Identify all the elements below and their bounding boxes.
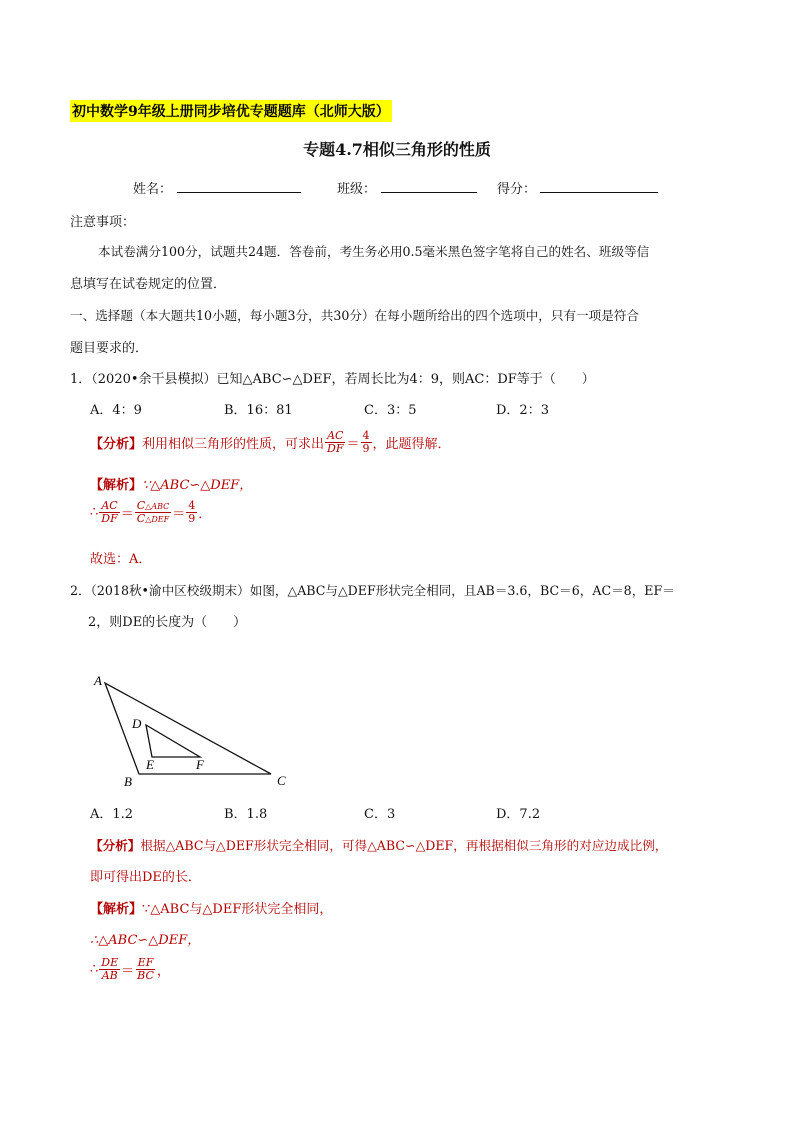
q1-analysis-equals: ＝ — [346, 437, 360, 453]
q2-analysis-text: 根据△ABC与△DEF形状完全相同，可得△ABC∽△DEF，再根据相似三角形的对应边成比例， — [140, 838, 668, 853]
q2-solution-tag: 【解析】 — [90, 902, 143, 917]
vertex-label-c: C — [277, 773, 286, 788]
q1-solution-fraction-1 — [99, 500, 119, 525]
q1-solution-line-2 — [90, 500, 211, 525]
q2-solution-fraction-2 — [135, 957, 156, 982]
q2-stem-line-1: 2．（2018秋•渝中区校级期末）如图，△ABC与△DEF形状完全相同，且AB＝3.6，BC＝6，AC＝8，EF＝ — [70, 583, 675, 598]
q2-solution-line-1 — [90, 898, 332, 917]
fraction-denominator: DF — [101, 512, 118, 526]
fraction-numerator: AC — [101, 499, 118, 512]
score-field[interactable] — [540, 178, 658, 193]
q1-analysis-tag: 【分析】 — [90, 437, 143, 453]
fraction-denominator: DF — [327, 442, 344, 456]
period: ． — [198, 507, 212, 523]
q2-option-b: B．1.8 — [224, 807, 268, 822]
vertex-label-a: A — [94, 673, 102, 688]
q2-analysis-line-2: 即可得出DE的长． — [90, 870, 201, 885]
notice-heading: 注意事项： — [70, 215, 136, 230]
fraction-denominator: 9 — [362, 442, 370, 456]
triangle-def — [146, 725, 200, 757]
fraction-denominator: 9 — [188, 512, 196, 526]
fraction-denominator: AB — [101, 969, 118, 983]
triangle-abc — [105, 683, 271, 774]
perimeter-subscript: △ABC — [145, 502, 170, 511]
score-label: 得分： — [497, 182, 537, 197]
q1-option-d: D．2：3 — [496, 403, 549, 418]
therefore-symbol: ∴ — [90, 505, 99, 521]
q1-analysis-fraction-2 — [361, 430, 372, 455]
name-field[interactable] — [177, 178, 301, 193]
q1-solution-text: ∵△ABC∽△DEF， — [142, 478, 253, 493]
name-label: 姓名： — [133, 182, 173, 197]
therefore-symbol: ∴ — [90, 962, 99, 978]
class-field[interactable] — [381, 178, 477, 193]
q2-solution-text: ∵△ABC与△DEF形状完全相同， — [142, 902, 333, 917]
q2-triangle-figure — [88, 668, 298, 792]
q2-stem-line-2: 2，则DE的长度为（ ） — [88, 615, 247, 630]
q2-solution-line-2: ∴△ABC∽△DEF， — [90, 933, 201, 948]
equals-sign: ＝ — [172, 507, 186, 523]
q1-analysis — [90, 430, 451, 455]
fraction-numerator: AC — [327, 429, 344, 442]
fraction-numerator: EF — [137, 956, 154, 969]
fraction-denominator: BC — [137, 969, 154, 983]
perimeter-symbol: C — [136, 512, 146, 526]
comma: ， — [156, 964, 170, 980]
q2-analysis-tag: 【分析】 — [90, 838, 141, 853]
q2-solution-line-3 — [90, 957, 170, 982]
fraction-numerator: 4 — [188, 499, 196, 512]
equals-sign: ＝ — [121, 964, 135, 980]
q2-option-c: C．3 — [364, 807, 396, 822]
q2-option-d: D．7.2 — [496, 807, 541, 822]
q1-solution-fraction-2 — [135, 500, 172, 525]
q1-analysis-fraction-1 — [325, 430, 345, 455]
vertex-label-f: F — [196, 757, 204, 772]
equals-sign: ＝ — [120, 507, 134, 523]
notice-line-1: 本试卷满分100分，试题共24题．答卷前，考生务必用0.5毫米黑色签字笔将自己的姓名、班级等信 — [98, 244, 650, 259]
q1-option-c: C．3：5 — [364, 403, 417, 418]
q1-solution-line-1 — [90, 474, 252, 493]
q1-answer: 故选：A． — [90, 552, 152, 567]
q1-solution-fraction-3 — [186, 500, 197, 525]
q2-analysis-line-1 — [90, 835, 667, 854]
q1-option-a: A．4：9 — [90, 403, 142, 418]
vertex-label-d: D — [132, 716, 142, 731]
fraction-numerator: DE — [101, 956, 119, 969]
q1-stem: 1．（2020•余干县模拟）已知△ABC∽△DEF，若周长比为4：9，则AC：DF等于（ ） — [70, 372, 595, 387]
notice-line-2: 息填写在试卷规定的位置． — [70, 277, 227, 292]
section-heading-line-1: 一、选择题（本大题共10小题，每小题3分，共30分）在每小题所给出的四个选项中，只有一项是符合 — [70, 308, 640, 323]
q1-solution-tag: 【解析】 — [90, 478, 143, 493]
section-heading-line-2: 题目要求的． — [70, 341, 149, 356]
vertex-label-b: B — [124, 774, 132, 789]
perimeter-symbol: C — [136, 499, 146, 512]
q1-option-b: B．16：81 — [224, 403, 293, 418]
vertex-label-e: E — [146, 757, 154, 772]
class-label: 班级： — [337, 182, 377, 197]
q1-analysis-text-a: 利用相似三角形的性质，可求出 — [142, 437, 325, 453]
q2-option-a: A．1.2 — [90, 807, 134, 822]
page-title: 专题4.7相似三角形的性质 — [303, 140, 491, 159]
perimeter-subscript: △DEF — [145, 515, 170, 525]
q1-analysis-text-b: ，此题得解． — [372, 437, 451, 453]
fraction-numerator: 4 — [362, 429, 370, 442]
series-header: 初中数学9年级上册同步培优专题题库（北师大版） — [70, 100, 392, 122]
q2-solution-fraction-1 — [99, 957, 120, 982]
fraction-denominator — [135, 513, 171, 525]
